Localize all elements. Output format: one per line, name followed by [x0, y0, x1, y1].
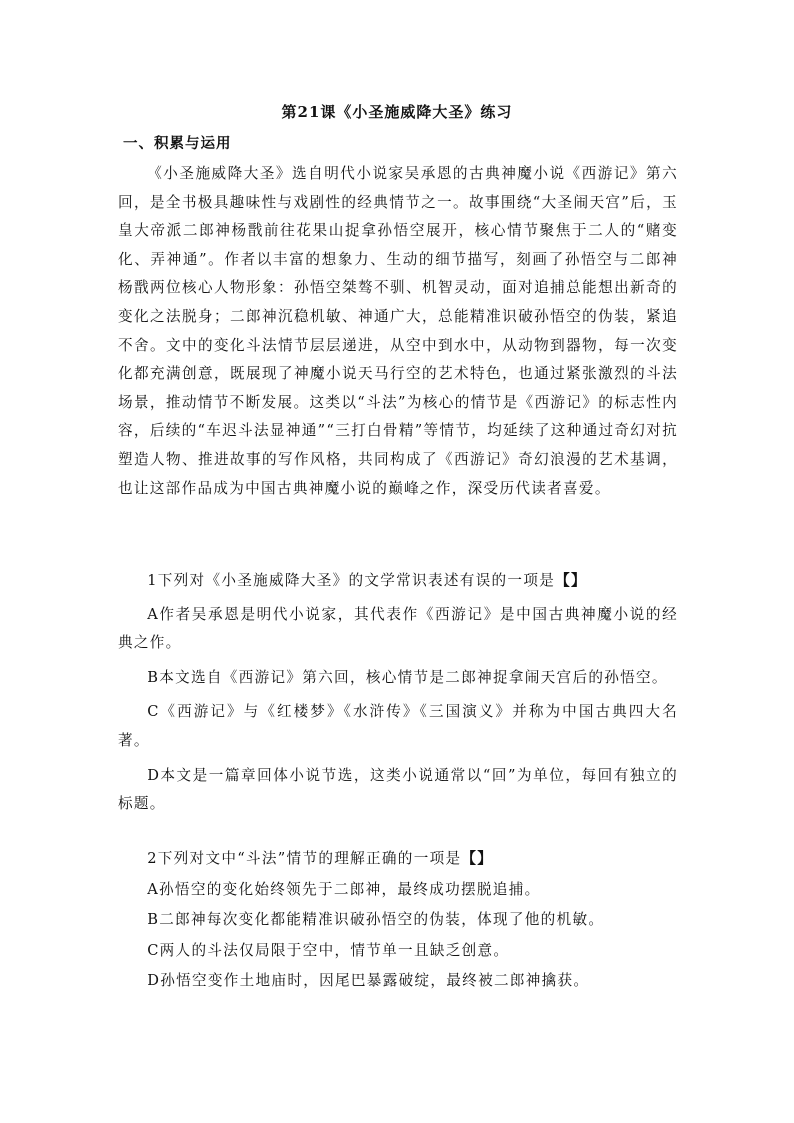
question-stem-text: 2下列对文中“斗法”情节的理解正确的一项是 — [147, 850, 462, 867]
reading-passage: 《小圣施威降大圣》选自明代小说家吴承恩的古典神魔小说《西游记》第六回，是全书极具趣味性与戏剧性的经典情节之一。故事围绕“大圣闹天宫”后，玉皇大帝派二郎神杨戬前往花果山捉拿孙悟空展开，核心情节聚焦于二人的“赌变化、弄神通”。作者以丰富的想象力、生动的细节描写，刻画了孙悟空与二郎神杨戬两位核心人物形象：孙悟空桀骜不驯、机智灵动，面对追捕总能想出新奇的变化之法脱身；二郎神沉稳机敏、神通广大，总能精准识破孙悟空的伪装，紧追不舍。文中的变化斗法情节层层递进，从空中到水中，从动物到器物，每一次变化都充满创意，既展现了神魔小说天马行空的艺术特色，也通过紧张激烈的斗法场景，推动情节不断发展。这类以“斗法”为核心的情节是《西游记》的标志性内容，后续的“车迟斗法显神通”“三打白骨精”等情节，均延续了这种通过奇幻对抗塑造人物、推进故事的写作风格，共同构成了《西游记》奇幻浪漫的艺术基调，也让这部作品成为中国古典神魔小说的巅峰之作，深受历代读者喜爱。 — [118, 165, 678, 497]
question-stem — [118, 845, 678, 874]
question-2 — [118, 845, 678, 996]
question-1 — [118, 567, 678, 825]
option-c: C《西游记》与《红楼梦》《水浒传》《三国演义》并称为中国古典四大名著。 — [118, 703, 678, 749]
option-a: A作者吴承恩是明代小说家，其代表作《西游记》是中国古典神魔小说的经典之作。 — [118, 605, 678, 652]
option-d: D本文是一篇章回体小说节选，这类小说通常以“回”为单位，每回有独立的标题。 — [118, 766, 678, 813]
option-b: B二郎神每次变化都能精准识破孙悟空的伪装，体现了他的机敏。 — [147, 911, 605, 929]
option-c: C两人的斗法仅局限于空中，情节单一且缺乏创意。 — [147, 941, 510, 959]
question-stem-text: 1下列对《小圣施威降大圣》的文学常识表述有误的一项是 — [147, 572, 556, 589]
answer-bracket: 【】 — [555, 572, 587, 589]
option-b: B本文选自《西游记》第六回，核心情节是二郎神捉拿闹天宫后的孙悟空。 — [147, 668, 668, 686]
answer-bracket: 【】 — [461, 850, 494, 867]
page-title: 第21课《小圣施威降大圣》练习 — [281, 103, 513, 121]
question-stem — [118, 567, 678, 596]
option-d: D孙悟空变作土地庙时，因尾巴暴露破绽，最终被二郎神擒获。 — [147, 972, 590, 990]
section-heading: 一、积累与运用 — [123, 135, 232, 152]
option-a: A孙悟空的变化始终领先于二郎神，最终成功摆脱追捕。 — [147, 880, 541, 898]
